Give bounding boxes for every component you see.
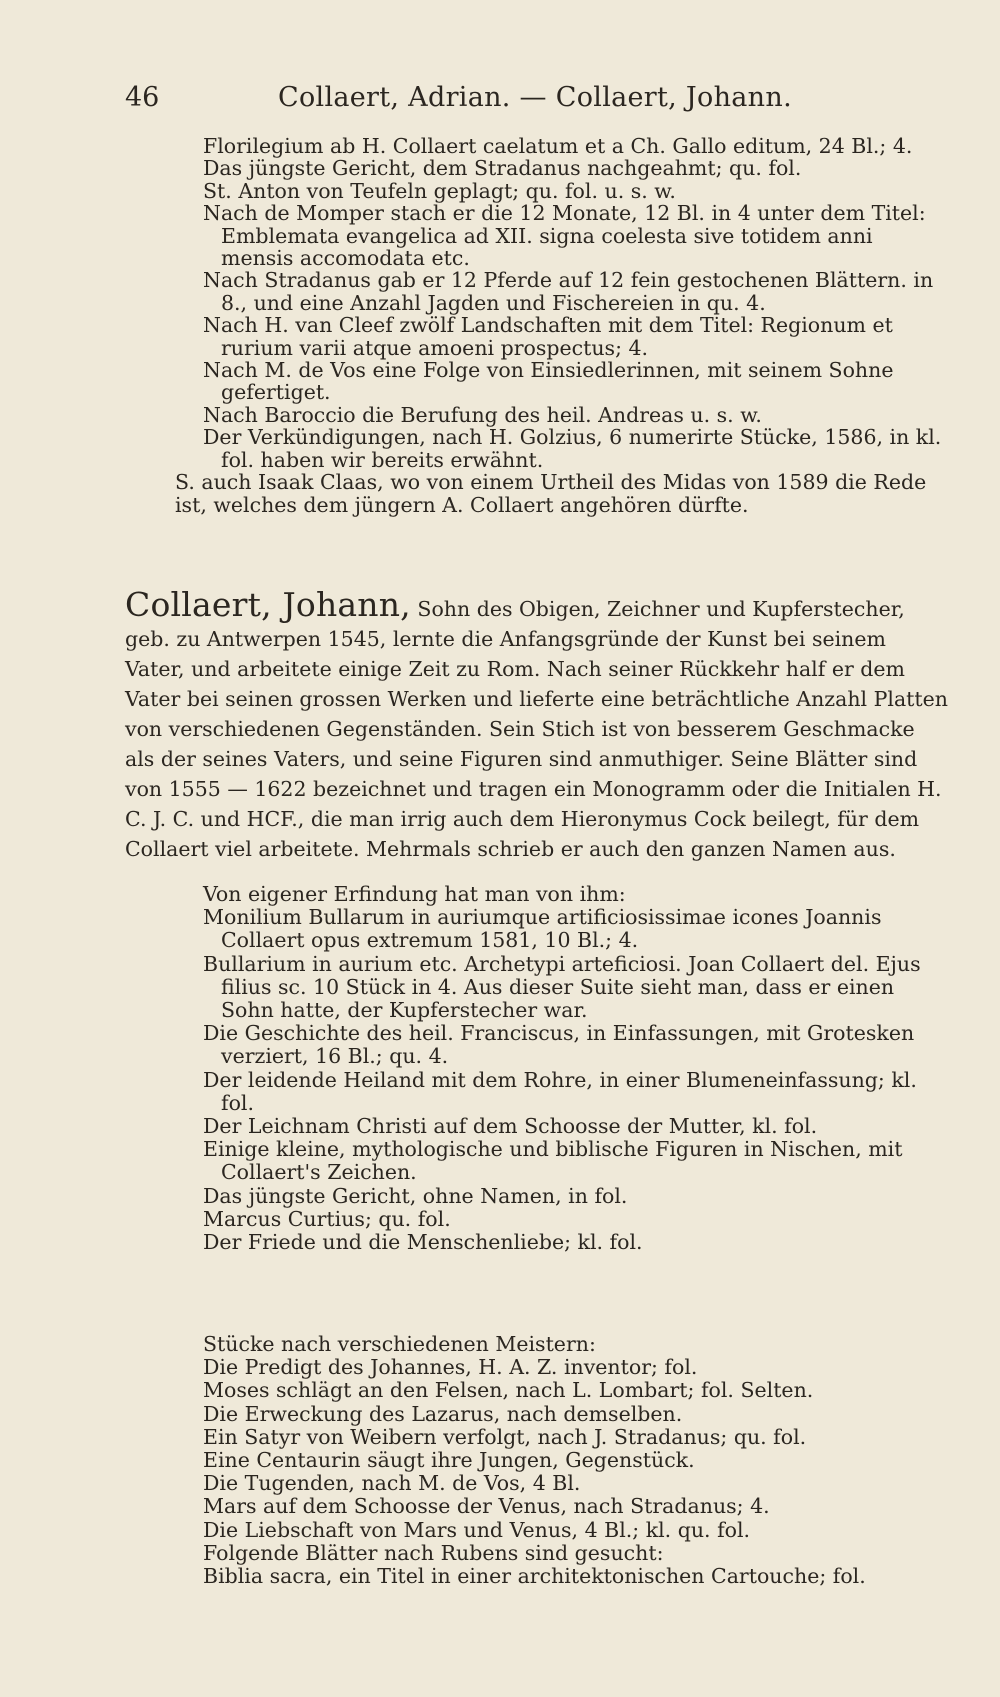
adrian-works-list (175, 134, 950, 517)
list-item: Biblia sacra, ein Titel in einer architektonischen Cartouche; fol. (203, 1564, 866, 1589)
list-item: Das jüngste Gericht, ohne Namen, in fol. (203, 1183, 628, 1208)
list-item: Die Geschichte des heil. Franciscus, in Einfassungen, mit Grotesken verziert, 16 Bl.; qu. 4. (203, 1021, 915, 1069)
list-item: Die Predigt des Johannes, H. A. Z. inventor; fol. (203, 1355, 698, 1380)
list-item: Der leidende Heiland mit dem Rohre, in einer Blumeneinfassung; kl. fol. (203, 1067, 917, 1115)
section-heading: Von eigener Erfindung hat man von ihm: (203, 882, 626, 906)
list-item: Einige kleine, mythologische und biblische Figuren in Nischen, mit Collaert's Zeichen. (203, 1137, 903, 1185)
list-item: Der Verkündigungen, nach H. Golzius, 6 numerirte Stücke, 1586, in kl. fol. haben wir bereits erwähnt. (203, 425, 942, 472)
list-item: Nach de Momper stach er die 12 Monate, 12 Bl. in 4 unter dem Titel: Emblemata evangelica ad XII. signa coelesta sive totidem anni mensis accomodata etc. (203, 201, 926, 271)
list-item: Die Erweckung des Lazarus, nach demselben. (203, 1401, 683, 1426)
list-item: Folgende Blätter nach Rubens sind gesucht: (203, 1540, 664, 1565)
own-invention-list (203, 883, 950, 1254)
list-item: Nach M. de Vos eine Folge von Einsiedlerinnen, mit seinem Sohne gefertiget. (203, 358, 894, 405)
list-item: Eine Centaurin säugt ihre Jungen, Gegenstück. (203, 1448, 695, 1473)
page-header (125, 78, 905, 118)
list-item: Die Liebschaft von Mars und Venus, 4 Bl.; kl. qu. fol. (203, 1517, 751, 1542)
section-heading: Stücke nach verschiedenen Meistern: (203, 1332, 596, 1356)
running-title: Collaert, Adrian. — Collaert, Johann. (278, 82, 792, 113)
list-item: Ein Satyr von Weibern verfolgt, nach J. Stradanus; qu. fol. (203, 1424, 807, 1449)
list-item: Bullarium in aurium etc. Archetypi arteficiosi. Joan Collaert del. Ejus filius sc. 10 Stück in 4. Aus dieser Suite sieht man, dass er einen Sohn hatte, der Kupferstecher war. (203, 951, 921, 1023)
entry-biography: Sohn des Obigen, Zeichner und Kupferstecher, geb. zu Antwerpen 1545, lernte die Anfangsgründe der Kunst bei seinem Vater, und arbeitete einige Zeit zu Rom. Nach seiner Rückkehr half er dem Vater bei seinen grossen Werken und lieferte eine beträchtliche Anzahl Platten von verschiedenen Gegenständen. Sein Stich ist von besserem Geschmacke als der seines Vaters, und seine Figuren sind anmuthiger. Seine Blätter sind von 1555 — 1622 bezeichnet und tragen ein Monogramm oder die Initialen H. C. J. C. und HCF., die man irrig auch dem Hieronymus Cock beilegt, für dem Collaert viel arbeitete. Mehrmals schrieb er auch den ganzen Namen aus. (125, 597, 948, 861)
entry-headword: Collaert, Johann, (125, 585, 411, 624)
list-item: Der Friede und die Menschenliebe; kl. fol. (203, 1230, 643, 1255)
list-item: Nach H. van Cleef zwölf Landschaften mit dem Titel: Regionum et rurium varii atque amoeni prospectus; 4. (203, 313, 893, 360)
list-item: Nach Stradanus gab er 12 Pferde auf 12 fein gestochenen Blättern. in 8., und eine Anzahl Jagden und Fischereien in qu. 4. (203, 268, 934, 315)
list-item: Monilium Bullarum in auriumque artificiosissimae icones Joannis Collaert opus extremum 1581, 10 Bl.; 4. (203, 905, 882, 953)
list-item: Florilegium ab H. Collaert caelatum et a Ch. Gallo editum, 24 Bl.; 4. (203, 134, 913, 158)
list-item: S. auch Isaak Claas, wo von einem Urtheil des Midas von 1589 die Rede ist, welches dem jüngern A. Collaert angehören dürfte. (175, 470, 927, 517)
list-item: Marcus Curtius; qu. fol. (203, 1206, 451, 1231)
list-item: St. Anton von Teufeln geplagt; qu. fol. u. s. w. (203, 178, 676, 203)
list-item: Der Leichnam Christi auf dem Schoosse der Mutter, kl. fol. (203, 1114, 818, 1139)
list-item: Das jüngste Gericht, dem Stradanus nachgeahmt; qu. fol. (203, 156, 802, 181)
list-item: Moses schlägt an den Felsen, nach L. Lombart; fol. Selten. (203, 1378, 814, 1403)
list-item: Nach Baroccio die Berufung des heil. Andreas u. s. w. (203, 402, 762, 427)
list-item: Mars auf dem Schoosse der Venus, nach Stradanus; 4. (203, 1494, 770, 1519)
after-masters-list (203, 1333, 950, 1588)
johann-entry (125, 585, 950, 864)
list-item: Die Tugenden, nach M. de Vos, 4 Bl. (203, 1471, 581, 1496)
page-number: 46 (125, 82, 160, 113)
